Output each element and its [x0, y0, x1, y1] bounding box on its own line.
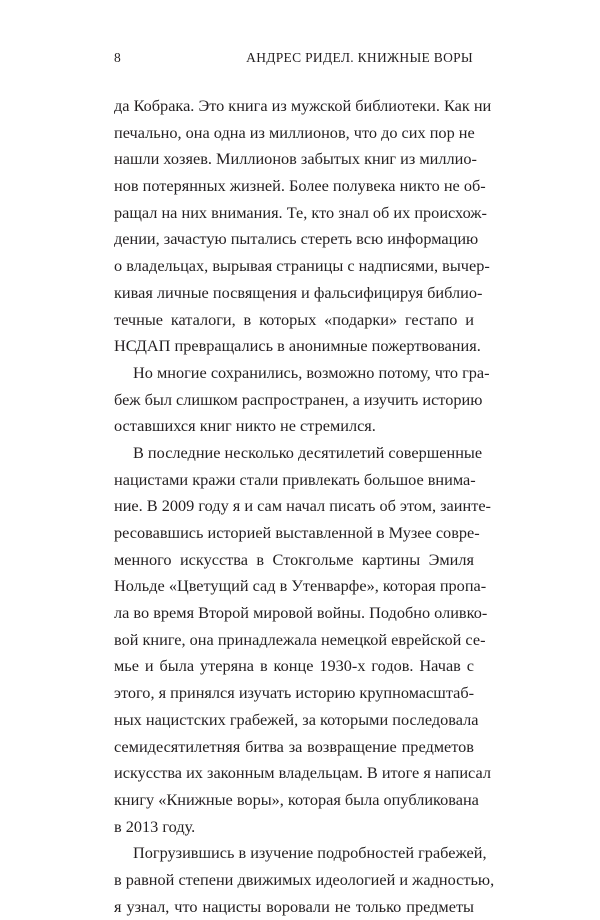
text-line: да Кобрака. Это книга из мужской библиотеки. Как ни	[114, 96, 492, 115]
text-line: менного искусства в Стокгольме картины Эмиля	[114, 549, 474, 569]
text-line: ние. В 2009 году я и сам начал писать об этом, заинте-	[114, 496, 491, 516]
paragraph	[114, 440, 491, 840]
text-line: Нольде «Цветущий сад в Утенварфе», которая пропа-	[114, 576, 487, 596]
text-line: ных нацистских грабежей, за которыми последовала	[114, 709, 479, 729]
text-line: мье и была утеряна в конце 1930-х годов. Начав с	[114, 656, 474, 676]
text-line: кивая личные посвящения и фальсифицируя библио-	[114, 282, 483, 302]
paragraph	[114, 360, 490, 440]
text-line: НСДАП превращались в анонимные пожертвования.	[114, 336, 481, 356]
text-line: дении, зачастую пытались стереть всю информацию	[114, 229, 479, 249]
text-line: нашли хозяев. Миллионов забытых книг из миллио-	[114, 149, 477, 169]
running-title: АНДРЕС РИДЕЛ. КНИЖНЫЕ ВОРЫ	[246, 50, 473, 65]
text-line: В последние несколько десятилетий совершенные	[133, 442, 483, 462]
text-line: нов потерянных жизней. Более полувека никто не об-	[114, 176, 486, 196]
text-line: Но многие сохранились, возможно потому, что гра-	[133, 362, 490, 382]
text-line: беж был слишком распространен, а изучить историю	[114, 389, 483, 409]
running-header	[114, 50, 473, 68]
text-line: ла во время Второй мировой войны. Подобно оливко-	[114, 603, 488, 623]
text-line: я узнал, что нацисты воровали не только предметы	[114, 896, 474, 916]
text-line: семидесятилетняя битва за возвращение предметов	[114, 736, 474, 756]
paragraph	[114, 840, 495, 920]
text-line: книгу «Книжные воры», которая была опубликована	[114, 789, 479, 809]
text-line: течные каталоги, в которых «подарки» гестапо и	[114, 309, 474, 329]
text-line: о владельцах, вырывая страницы с надписями, вычер-	[114, 256, 490, 276]
page-number: 8	[114, 50, 122, 65]
text-line: искусства их законным владельцам. В итоге я написал	[114, 763, 491, 783]
text-line: в равной степени движимых идеологией и жадностью,	[114, 869, 495, 889]
text-line: Погрузившись в изучение подробностей грабежей,	[133, 843, 487, 863]
body-text	[114, 93, 495, 920]
text-line: оставшихся книг никто не стремился.	[114, 416, 376, 436]
text-line: ращал на них внимания. Те, кто знал об их происхож-	[114, 202, 487, 222]
text-line: печально, она одна из миллионов, что до сих пор не	[114, 122, 475, 142]
text-line: вой книге, она принадлежала немецкой еврейской се-	[114, 629, 486, 649]
text-line: ресовавшись историей выставленной в Музее совре-	[114, 523, 480, 542]
text-line: этого, я принялся изучать историю крупномасштаб-	[114, 683, 475, 703]
text-line: в 2013 году.	[114, 816, 196, 836]
text-line: нацистами кражи стали привлекать большое внима-	[114, 469, 476, 489]
paragraph	[114, 93, 492, 360]
